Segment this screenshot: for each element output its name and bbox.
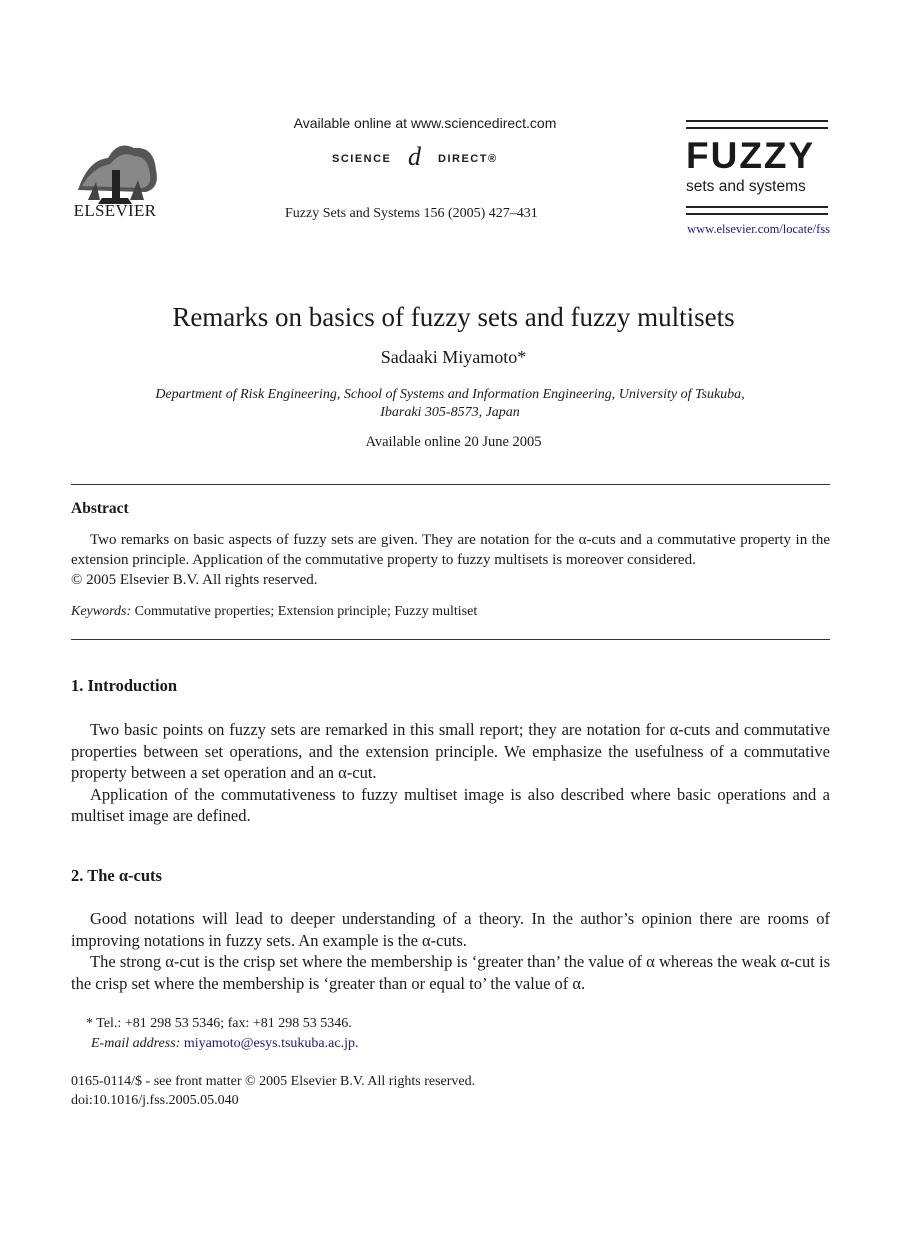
- paragraph: Good notations will lead to deeper understanding of a theory. In the author’s opinion there are rooms of improving notations in fuzzy sets. An example is the α-cuts.: [71, 909, 830, 950]
- section-body-alpha-cuts: [71, 908, 830, 994]
- paragraph: Two basic points on fuzzy sets are remarked in this small report; they are notation for α-cuts and commutative properties between set operations, and the extension principle. We emphasize the usefulness of a commutative property between a set operation and an α-cut.: [71, 720, 830, 782]
- footnote: [86, 1014, 358, 1054]
- email-label: E-mail address:: [91, 1036, 181, 1051]
- abstract-heading: Abstract: [71, 500, 129, 517]
- abstract-rule-bottom: [71, 639, 830, 640]
- publisher-name: ELSEVIER: [73, 201, 157, 220]
- abstract-rule-top: [71, 484, 830, 485]
- journal-reference: Fuzzy Sets and Systems 156 (2005) 427–431: [285, 206, 538, 221]
- email-link[interactable]: miyamoto@esys.tsukuba.ac.jp: [183, 1036, 355, 1051]
- journal-url-link[interactable]: www.elsevier.com/locate/fss: [687, 222, 830, 236]
- journal-logo-rule-bottom: [686, 206, 828, 208]
- author-affiliation: [100, 386, 800, 422]
- journal-logo-fuzzy: FUZZY: [686, 135, 816, 176]
- keywords: [71, 604, 477, 620]
- email-end: .: [354, 1036, 359, 1051]
- sciencedirect-logo[interactable]: [332, 142, 522, 176]
- affiliation-line-2: Ibaraki 305-8573, Japan: [380, 405, 520, 420]
- section-heading-introduction: 1. Introduction: [71, 676, 178, 695]
- doi-line[interactable]: doi:10.1016/j.fss.2005.05.040: [71, 1093, 239, 1108]
- paragraph: The strong α-cut is the crisp set where the membership is ‘greater than’ the value of α whereas the weak α-cut is the crisp set where the membership is ‘greater than or equal to’ the value of α.: [71, 952, 830, 993]
- paper-author: Sadaaki Miyamoto*: [380, 347, 527, 367]
- available-online-banner[interactable]: Available online at www.sciencedirect.com: [293, 115, 557, 131]
- issn-line: 0165-0114/$ - see front matter © 2005 Elsevier B.V. All rights reserved.: [71, 1074, 476, 1089]
- keywords-list: Commutative properties; Extension principle; Fuzzy multiset: [134, 604, 478, 619]
- footnote-email-line: [86, 1034, 358, 1054]
- sciencedirect-logo-left: SCIENCE: [332, 153, 392, 165]
- paper-title: Remarks on basics of fuzzy sets and fuzzy multisets: [172, 302, 735, 332]
- sciencedirect-logo-right: DIRECT®: [438, 153, 498, 165]
- sciencedirect-at-icon: d: [408, 142, 423, 171]
- abstract-copyright: © 2005 Elsevier B.V. All rights reserved.: [71, 572, 318, 588]
- abstract-body: [71, 530, 830, 590]
- journal-logo-rule-bottom-2: [686, 213, 828, 215]
- section-body-introduction: [71, 719, 830, 827]
- abstract-text: Two remarks on basic aspects of fuzzy sets are given. They are notation for the α-cuts and a commutative property in the extension principle. Application of the commutative property to fuzzy multisets is moreover considered.: [71, 532, 830, 568]
- affiliation-line-1: Department of Risk Engineering, School of Systems and Information Engineering, University of Tsukuba,: [155, 387, 745, 402]
- available-online-date: Available online 20 June 2005: [365, 434, 542, 450]
- journal-logo-subtitle: sets and systems: [686, 178, 806, 195]
- keywords-label: Keywords:: [71, 604, 132, 619]
- article-metadata: [71, 1072, 475, 1110]
- journal-logo-rule-top: [686, 120, 828, 122]
- paragraph: Application of the commutativeness to fuzzy multiset image is also described where basic operations and a multiset image are defined.: [71, 784, 830, 825]
- section-heading-alpha-cuts: 2. The α-cuts: [71, 866, 162, 885]
- journal-logo-rule-top-2: [686, 127, 828, 129]
- footnote-phone: * Tel.: +81 298 53 5346; fax: +81 298 53 5346.: [86, 1016, 352, 1031]
